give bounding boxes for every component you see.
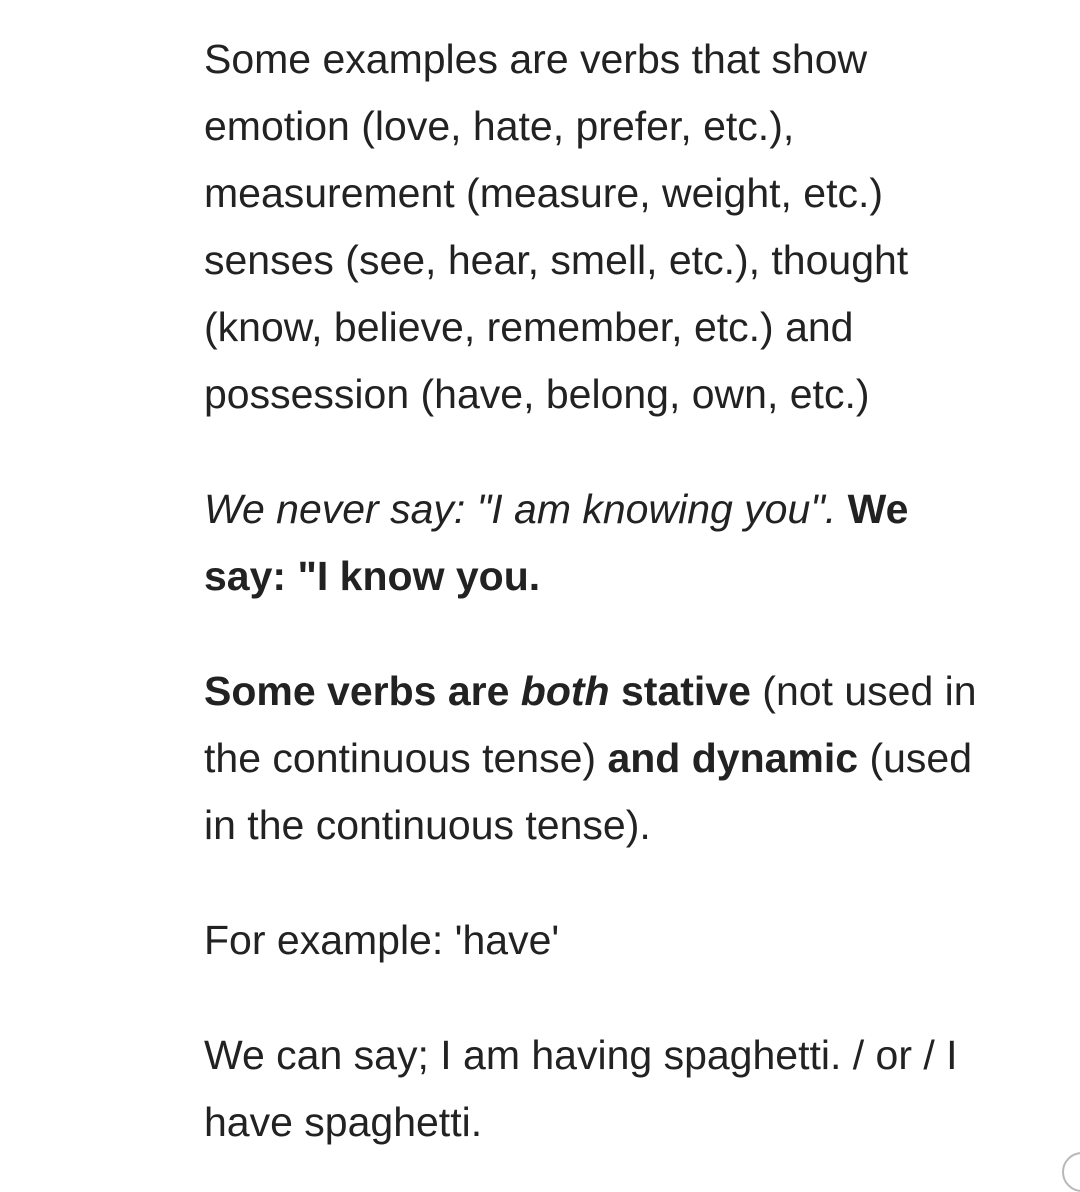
not-used-text: (not used in the continuous tense) (204, 668, 977, 781)
paragraph-we-can-say: We can say; I am having spaghetti. / or / I have spaghetti. (204, 1032, 958, 1145)
paragraph-both-stative-dynamic (204, 658, 994, 859)
refresh-indicator-icon (1062, 1152, 1080, 1192)
both-bold-italic: both (520, 668, 610, 714)
some-verbs-bold: Some verbs are (204, 668, 521, 714)
paragraph-never-say (204, 476, 994, 610)
and-dynamic-bold: and dynamic (607, 735, 859, 781)
article-body (204, 26, 994, 1156)
stative-bold: stative (609, 668, 751, 714)
used-in-text: (used in the continuous tense). (204, 735, 973, 848)
we-say-bold: We say: "I know you. (204, 486, 909, 599)
never-say-italic: We never say: "I am knowing you". (204, 486, 837, 532)
paragraph-stative-examples: Some examples are verbs that show emotion (love, hate, prefer, etc.), measurement (measure, weight, etc.) senses (see, hear, smell, etc.), thought (know, believe, remember, etc.) and possession (have, belong, own, etc.) (204, 36, 909, 417)
paragraph-for-example: For example: 'have' (204, 917, 560, 963)
